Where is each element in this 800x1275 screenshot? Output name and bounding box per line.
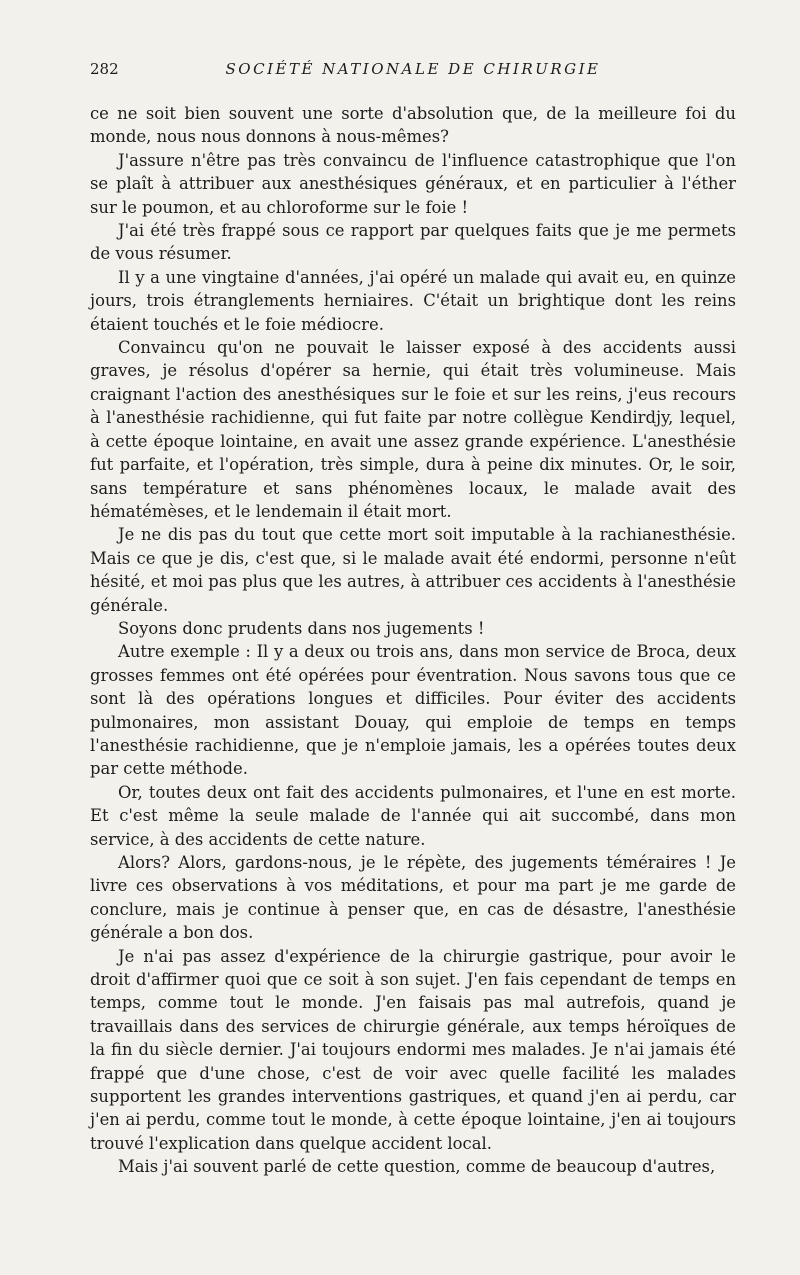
- paragraph: Je n'ai pas assez d'expérience de la chirurgie gastrique, pour avoir le droit d'affirmer quoi que ce soit à son sujet. J'en fais cependant de temps en temps, comme tout le monde. J'en faisais pas mal autrefois, quand je travaillais dans des services de chirurgie générale, aux temps héroïques de la fin du siècle dernier. J'ai toujours endormi mes malades. Je n'ai jamais été frappé que d'une chose, c'est de voir avec quelle facilité les malades supportent les grandes interventions gastriques, et quand j'en ai perdu, car j'en ai perdu, comme tout le monde, à cette époque lointaine, j'en ai toujours trouvé l'explication dans quelque accident local.: [90, 946, 736, 1153]
- paragraph: Je ne dis pas du tout que cette mort soit imputable à la rachianesthésie. Mais ce que je dis, c'est que, si le malade avait été endormi, personne n'eût hésité, et moi pas plus que les autres, à attribuer ces accidents à l'anesthésie générale.: [90, 525, 736, 615]
- paragraph: Or, toutes deux ont fait des accidents pulmonaires, et l'une en est morte. Et c'est même la seule malade de l'année qui ait succombé, dans mon service, à des accidents de cette nature.: [90, 782, 736, 849]
- paragraph: Autre exemple : Il y a deux ou trois ans, dans mon service de Broca, deux grosses femmes ont été opérées pour éventration. Nous savons tous que ce sont là des opérations longues et difficiles. Pour éviter des accidents pulmonaires, mon assistant Douay, qui emploie de temps en temps l'anesthésie rachidienne, que je n'emploie jamais, les a opérées toutes deux par cette méthode.: [90, 642, 736, 779]
- paragraph: Convaincu qu'on ne pouvait le laisser exposé à des accidents aussi graves, je résolus d'opérer sa hernie, qui était très volumineuse. Mais craignant l'action des anesthésiques sur le foie et sur les reins, j'eus recours à l'anesthésie rachidienne, qui fut faite par notre collègue Kendirdjy, lequel, à cette époque lointaine, en avait une assez grande expérience. L'anesthésie fut parfaite, et l'opération, très simple, dura à peine dix minutes. Or, le soir, sans température et sans phénomènes locaux, le malade avait des hématémèses, et le lendemain il était mort.: [90, 338, 736, 521]
- paragraph: J'assure n'être pas très convaincu de l'influence catastrophique que l'on se plaît à attribuer aux anesthésiques généraux, et en particulier à l'éther sur le poumon, et au chloroforme sur le foie !: [90, 150, 736, 217]
- page-number: 282: [90, 60, 119, 78]
- paragraph: Il y a une vingtaine d'années, j'ai opéré un malade qui avait eu, en quinze jours, trois étranglements herniaires. C'était un brightique dont les reins étaient touchés et le foie médiocre.: [90, 267, 736, 334]
- paragraph: Alors? Alors, gardons-nous, je le répète, des jugements téméraires ! Je livre ces observations à vos méditations, et pour ma part je me garde de conclure, mais je continue à penser que, en cas de désastre, l'anesthésie générale a bon dos.: [90, 853, 736, 943]
- paragraph: Mais j'ai souvent parlé de cette question, comme de beaucoup d'autres,: [118, 1157, 716, 1177]
- paragraph: Soyons donc prudents dans nos jugements !: [118, 618, 485, 638]
- running-title: SOCIÉTÉ NATIONALE DE CHIRURGIE: [225, 60, 601, 78]
- page-header: [90, 60, 736, 88]
- paragraph: ce ne soit bien souvent une sorte d'absolution que, de la meilleure foi du monde, nous nous donnons à nous-mêmes?: [90, 104, 736, 147]
- body-text: [90, 102, 736, 1179]
- paragraph: J'ai été très frappé sous ce rapport par quelques faits que je me permets de vous résumer.: [90, 221, 736, 264]
